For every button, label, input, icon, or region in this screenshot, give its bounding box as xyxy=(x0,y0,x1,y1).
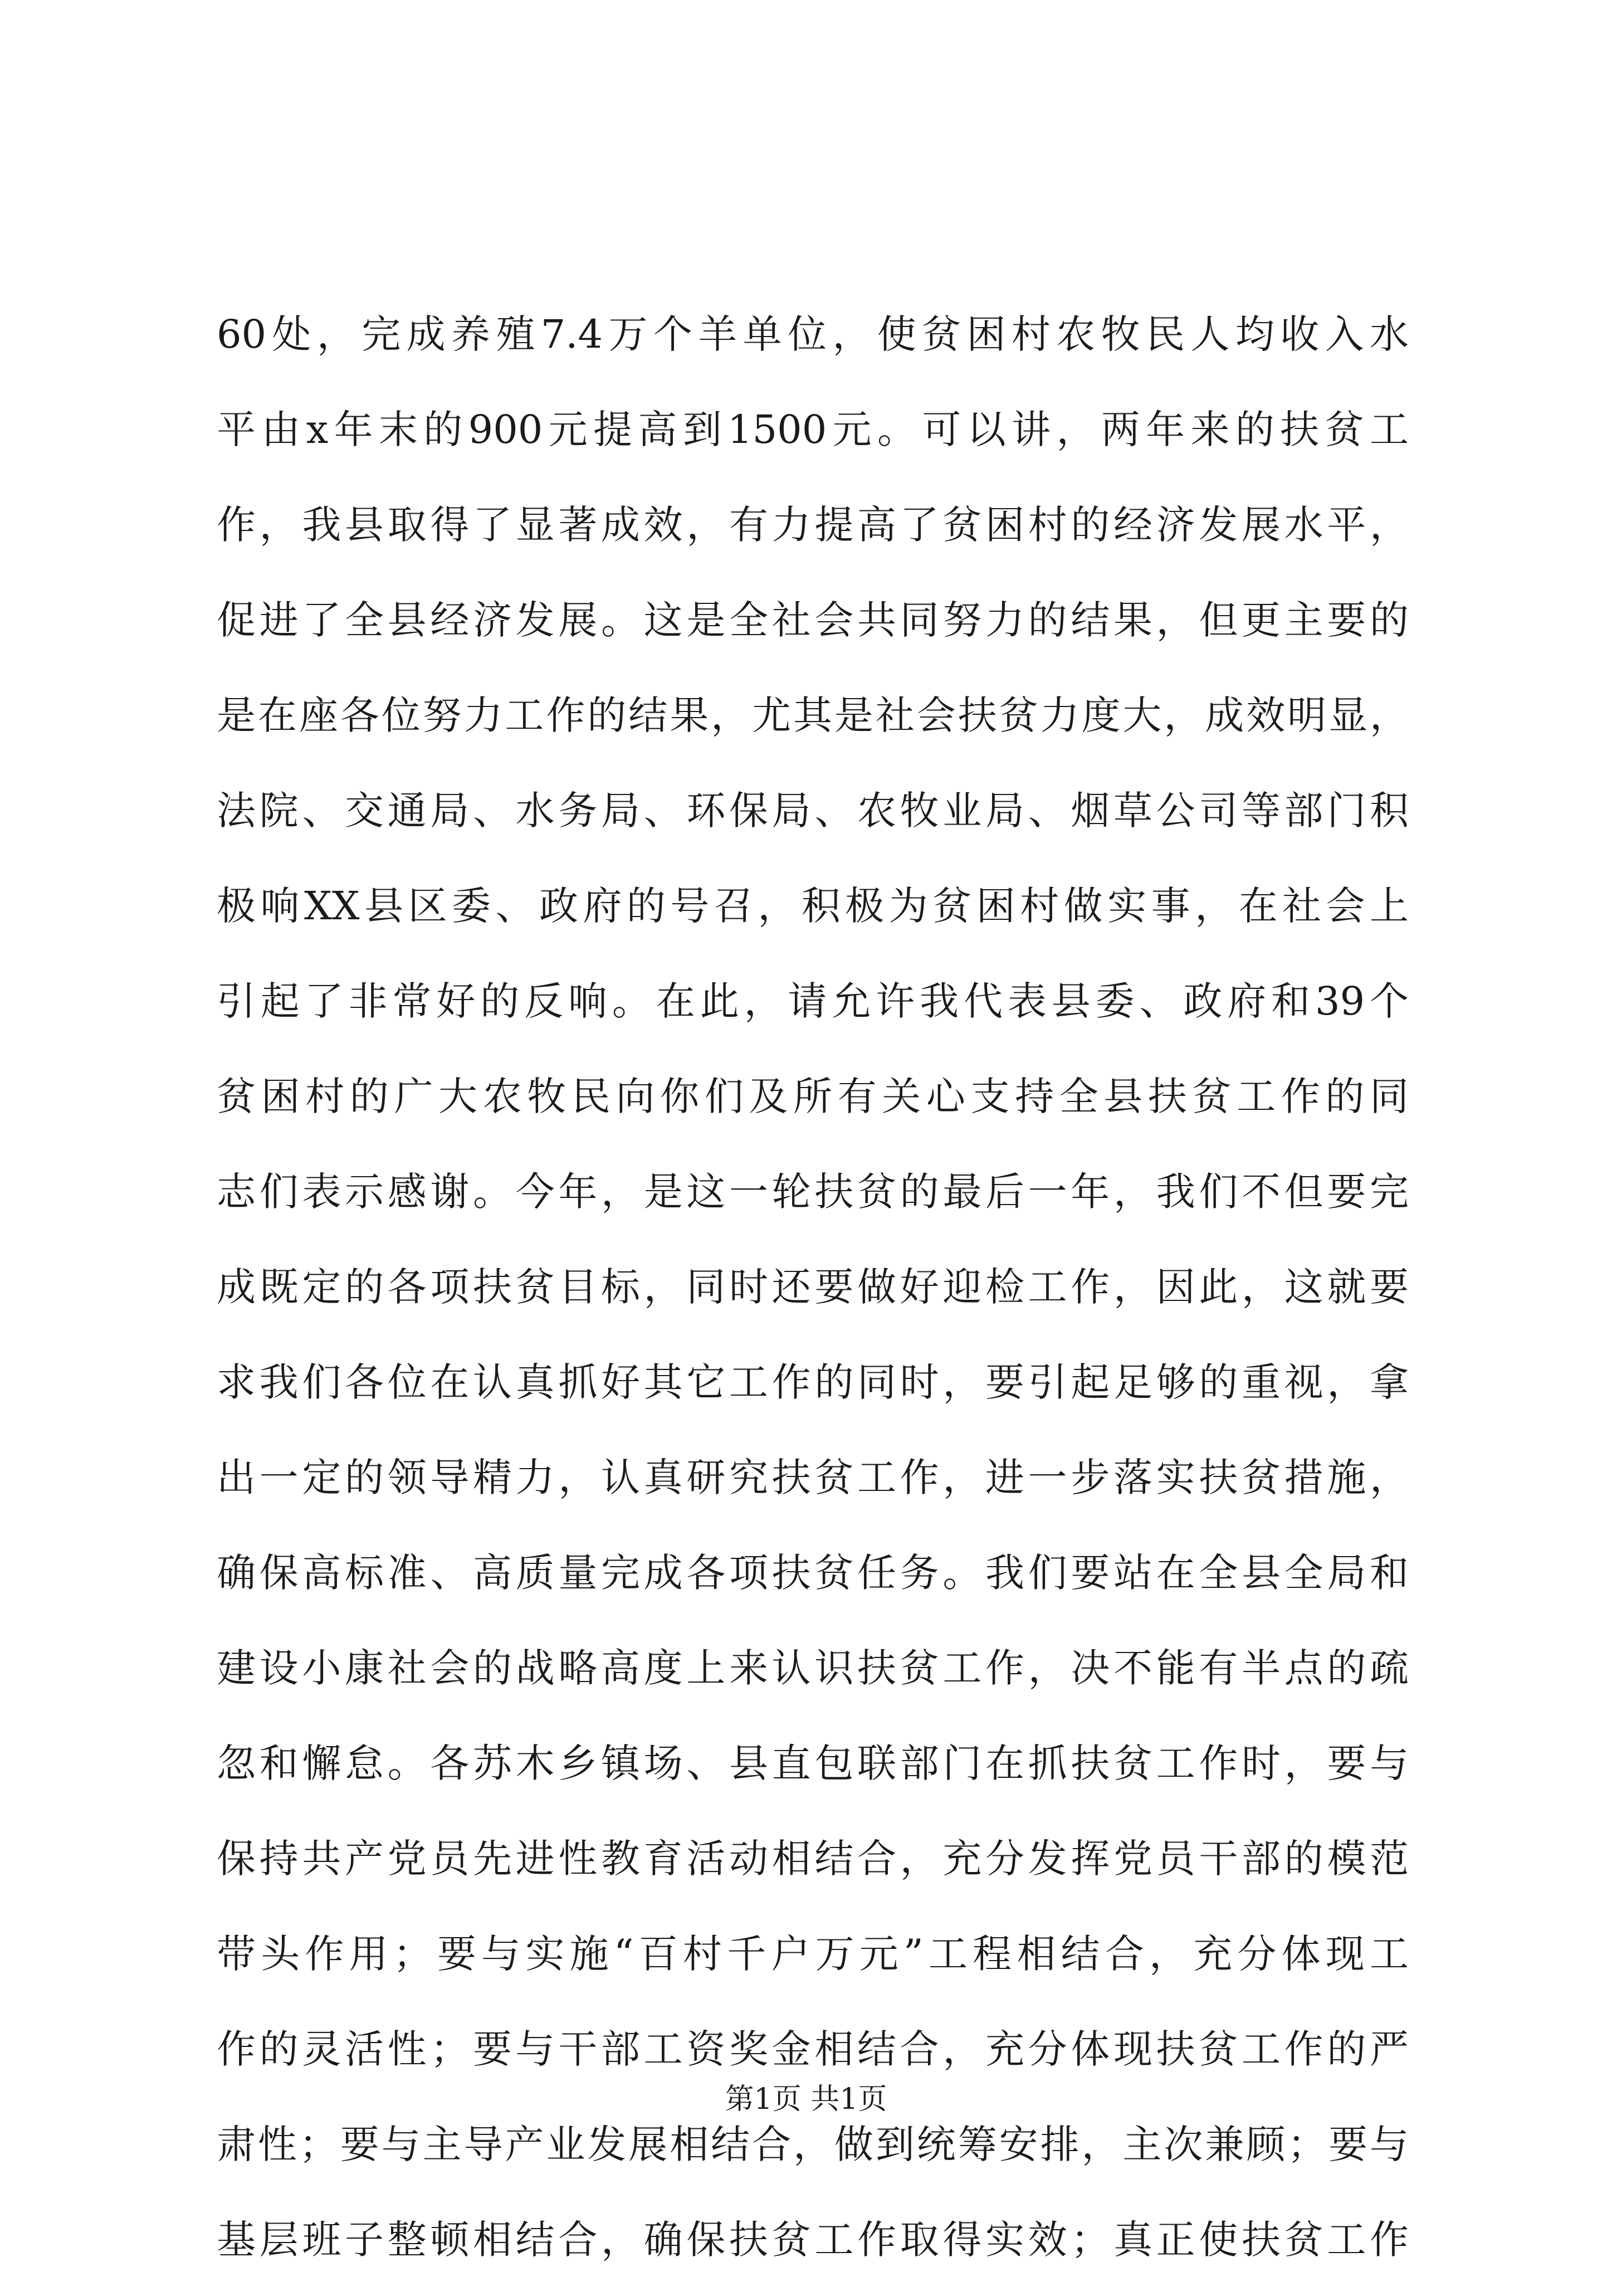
text-line: 成既定的各项扶贫目标，同时还要做好迎检工作，因此，这就要 xyxy=(217,1264,1409,1310)
text-line: 贫困村的广大农牧民向你们及所有关心支持全县扶贫工作的同 xyxy=(217,1074,1409,1119)
text-line: 60处，完成养殖7.4万个羊单位，使贫困村农牧民人均收入水 xyxy=(217,311,1409,357)
text-line: 法院、交通局、水务局、环保局、农牧业局、烟草公司等部门积 xyxy=(217,788,1409,833)
text-line: 志们表示感谢。今年，是这一轮扶贫的最后一年，我们不但要完 xyxy=(217,1169,1409,1215)
text-line: 极响XX县区委、政府的号召，积极为贫困村做实事，在社会上 xyxy=(217,883,1409,929)
text-line: 作，我县取得了显著成效，有力提高了贫困村的经济发展水平， xyxy=(217,502,1409,548)
text-line: 作的灵活性；要与干部工资奖金相结合，充分体现扶贫工作的严 xyxy=(217,2026,1409,2072)
text-line: 基层班子整顿相结合，确保扶贫工作取得实效；真正使扶贫工作 xyxy=(217,2217,1409,2263)
page-number: 第1页 共1页 xyxy=(725,2083,887,2116)
text-line: 确保高标准、高质量完成各项扶贫任务。我们要站在全县全局和 xyxy=(217,1550,1409,1596)
text-line: 促进了全县经济发展。这是全社会共同努力的结果，但更主要的 xyxy=(217,597,1409,643)
text-line: 出一定的领导精力，认真研究扶贫工作，进一步落实扶贫措施， xyxy=(217,1455,1409,1500)
text-line: 平由x年末的900元提高到1500元。可以讲，两年来的扶贫工 xyxy=(217,407,1409,452)
page-footer xyxy=(0,2077,1612,2122)
text-line: 保持共产党员先进性教育活动相结合，充分发挥党员干部的模范 xyxy=(217,1836,1409,1881)
text-line: 引起了非常好的反响。在此，请允许我代表县委、政府和39个 xyxy=(217,978,1409,1024)
text-line: 肃性；要与主导产业发展相结合，做到统筹安排，主次兼顾；要与 xyxy=(217,2122,1409,2167)
text-line: 建设小康社会的战略高度上来认识扶贫工作，决不能有半点的疏 xyxy=(217,1645,1409,1691)
text-line: 是在座各位努力工作的结果，尤其是社会扶贫力度大，成效明显， xyxy=(217,693,1409,738)
text-line: 求我们各位在认真抓好其它工作的同时，要引起足够的重视，拿 xyxy=(217,1359,1409,1405)
text-line: 忽和懈怠。各苏木乡镇场、县直包联部门在抓扶贫工作时，要与 xyxy=(217,1741,1409,1786)
body-text xyxy=(217,295,1409,2296)
text-line: 带头作用；要与实施“百村千户万元”工程相结合，充分体现工 xyxy=(217,1931,1409,1977)
